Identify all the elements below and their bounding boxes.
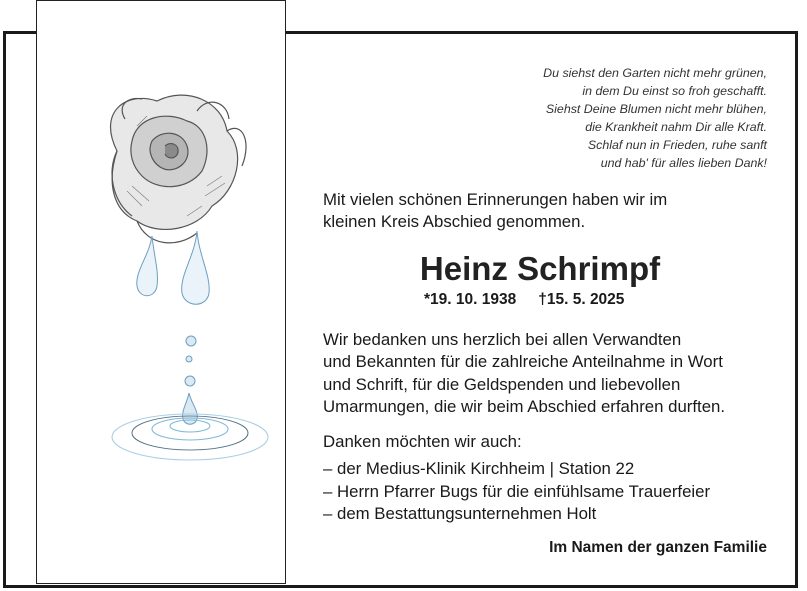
poem-line: Siehst Deine Blumen nicht mehr blühen, [545, 102, 767, 116]
list-item: – dem Bestattungsunternehmen Holt [323, 504, 597, 523]
thanks-line: Wir bedanken uns herzlich bei allen Verwandten [323, 330, 682, 349]
poem-line: und hab' für alles lieben Dank! [600, 156, 767, 170]
intro-line: Mit vielen schönen Erinnerungen haben wir im [323, 190, 668, 209]
poem [347, 64, 767, 172]
also-thanks-label: Danken möchten wir auch: [323, 432, 522, 451]
poem-line: Du siehst den Garten nicht mehr grünen, [543, 66, 767, 80]
list-item: – Herrn Pfarrer Bugs für die einfühlsame Trauerfeier [323, 481, 711, 501]
family-signature: Im Namen der ganzen Familie [549, 539, 767, 556]
thanks-line: und Bekannten für die zahlreiche Anteilnahme in Wort [323, 352, 723, 372]
poem-line: Schlaf nun in Frieden, ruhe sanft [587, 138, 767, 152]
also-thanks-list [323, 458, 710, 526]
life-dates [424, 291, 624, 309]
rose-illustration-panel [36, 0, 286, 584]
intro-text [323, 189, 783, 233]
intro-line: kleinen Kreis Abschied genommen. [323, 212, 586, 231]
deceased-name: Heinz Schrimpf [419, 250, 661, 287]
thanks-line: und Schrift, für die Geldspenden und liebevollen [323, 374, 681, 394]
list-item: – der Medius-Klinik Kirchheim | Station 22 [323, 459, 635, 478]
death-date: †15. 5. 2025 [538, 291, 625, 308]
birth-date: *19. 10. 1938 [424, 291, 517, 308]
poem-line: in dem Du einst so froh geschafft. [582, 84, 767, 98]
rose-with-water-drops-icon [37, 1, 287, 585]
thanks-line: Umarmungen, die wir beim Abschied erfahren durften. [323, 396, 726, 416]
poem-line: die Krankheit nahm Dir alle Kraft. [585, 120, 767, 134]
thanks-text [323, 329, 793, 418]
